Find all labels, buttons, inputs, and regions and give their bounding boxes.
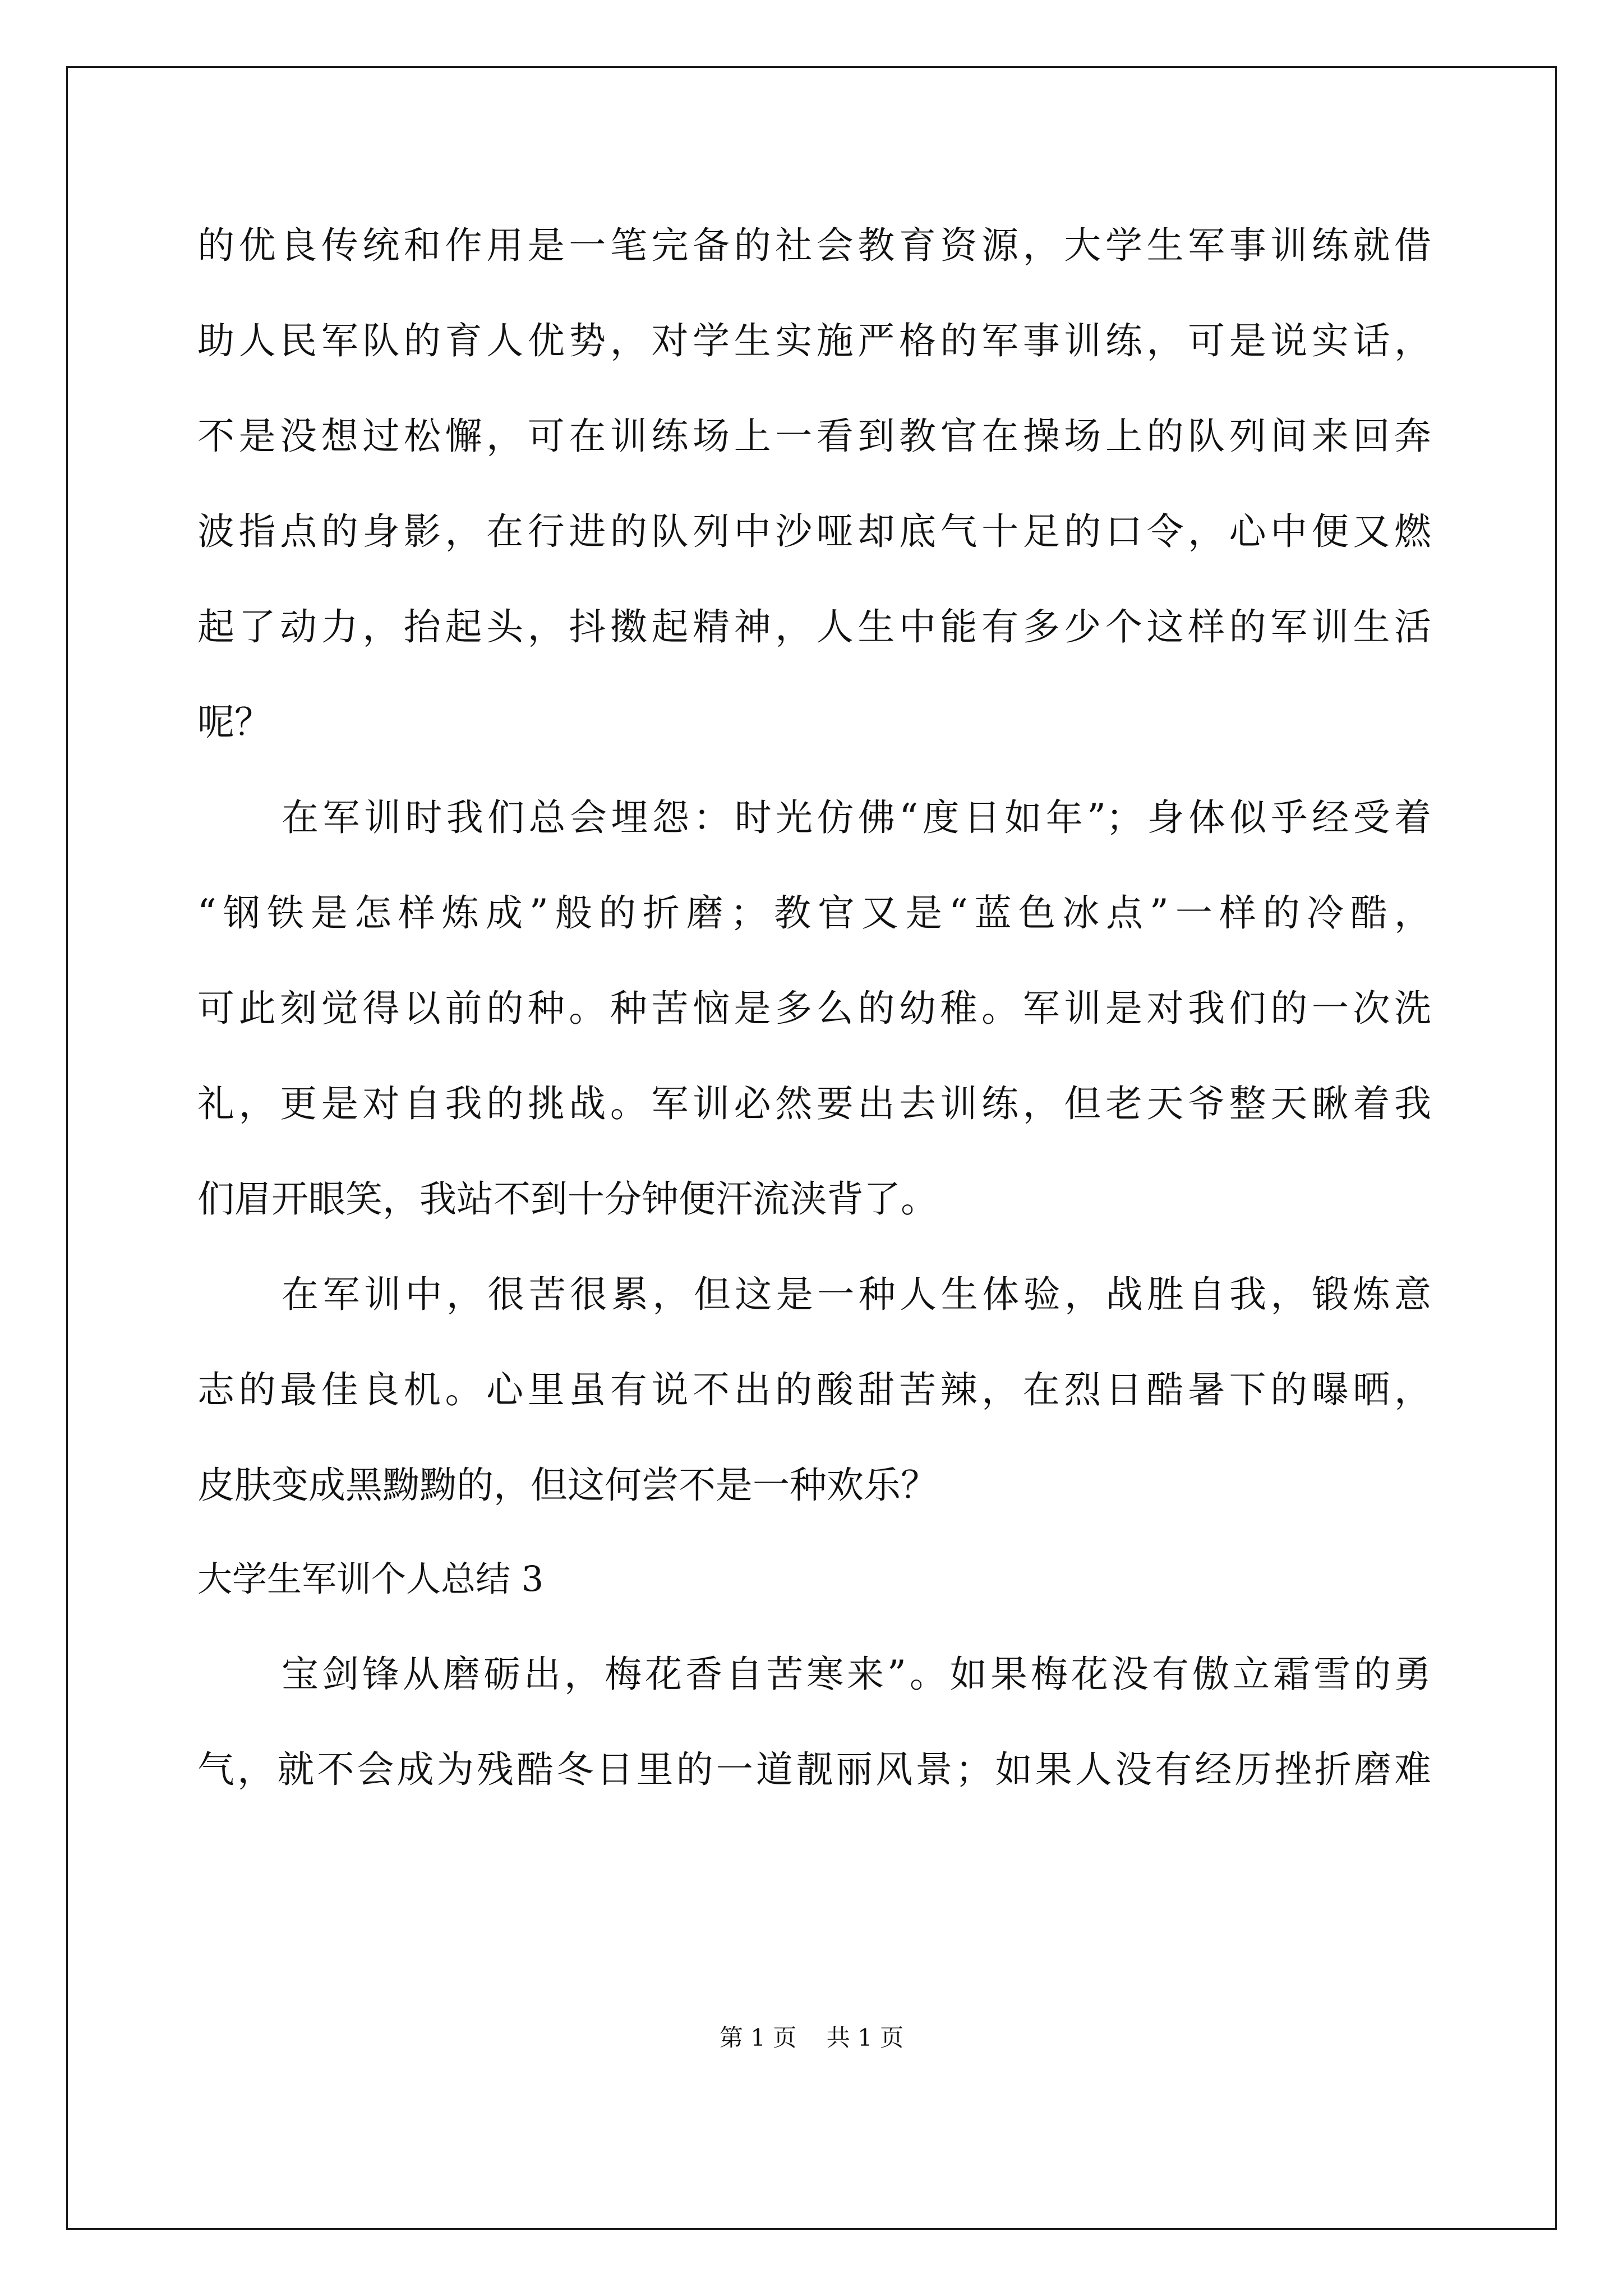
text-line: 助人民军队的育人优势，对学生实施严格的军事训练，可是说实话， (197, 319, 1431, 362)
text-line: 呢？ (197, 701, 271, 744)
text-line: “钢铁是怎样炼成”般的折磨；教官又是“蓝色冰点”一样的冷酷， (197, 891, 1431, 935)
text-line: 气，就不会成为残酷冬日里的一道靓丽风景；如果人没有经历挫折磨难 (197, 1748, 1431, 1791)
text-line: 皮肤变成黑黝黝的，但这何尝不是一种欢乐？ (197, 1464, 938, 1507)
paragraph-start-line: 在军训时我们总会埋怨：时光仿佛“度日如年”；身体似乎经受着 (282, 796, 1431, 839)
page-number-footer: 第 1 页 共 1 页 (719, 2024, 904, 2051)
text-line: 们眉开眼笑，我站不到十分钟便汗流浃背了。 (197, 1177, 938, 1221)
text-line: 志的最佳良机。心里虽有说不出的酸甜苦辣，在烈日酷暑下的曝晒， (197, 1368, 1431, 1411)
page-border (66, 66, 1557, 2230)
text-line: 波指点的身影，在行进的队列中沙哑却底气十足的口令，心中便又燃 (197, 510, 1431, 553)
text-line: 可此刻觉得以前的种。种苦恼是多么的幼稚。军训是对我们的一次洗 (197, 987, 1431, 1030)
section-heading: 大学生军训个人总结 3 (197, 1558, 544, 1599)
text-line: 起了动力，抬起头，抖擞起精神，人生中能有多少个这样的军训生活 (197, 605, 1431, 648)
paragraph-start-line: 宝剑锋从磨砺出，梅花香自苦寒来”。如果梅花没有傲立霜雪的勇 (282, 1653, 1431, 1696)
text-line: 不是没想过松懈，可在训练场上一看到教官在操场上的队列间来回奔 (197, 415, 1431, 458)
paragraph-start-line: 在军训中，很苦很累，但这是一种人生体验，战胜自我，锻炼意 (282, 1273, 1431, 1316)
text-line: 的优良传统和作用是一笔完备的社会教育资源，大学生军事训练就借 (197, 224, 1431, 267)
text-line: 礼，更是对自我的挑战。军训必然要出去训练，但老天爷整天瞅着我 (197, 1082, 1431, 1125)
